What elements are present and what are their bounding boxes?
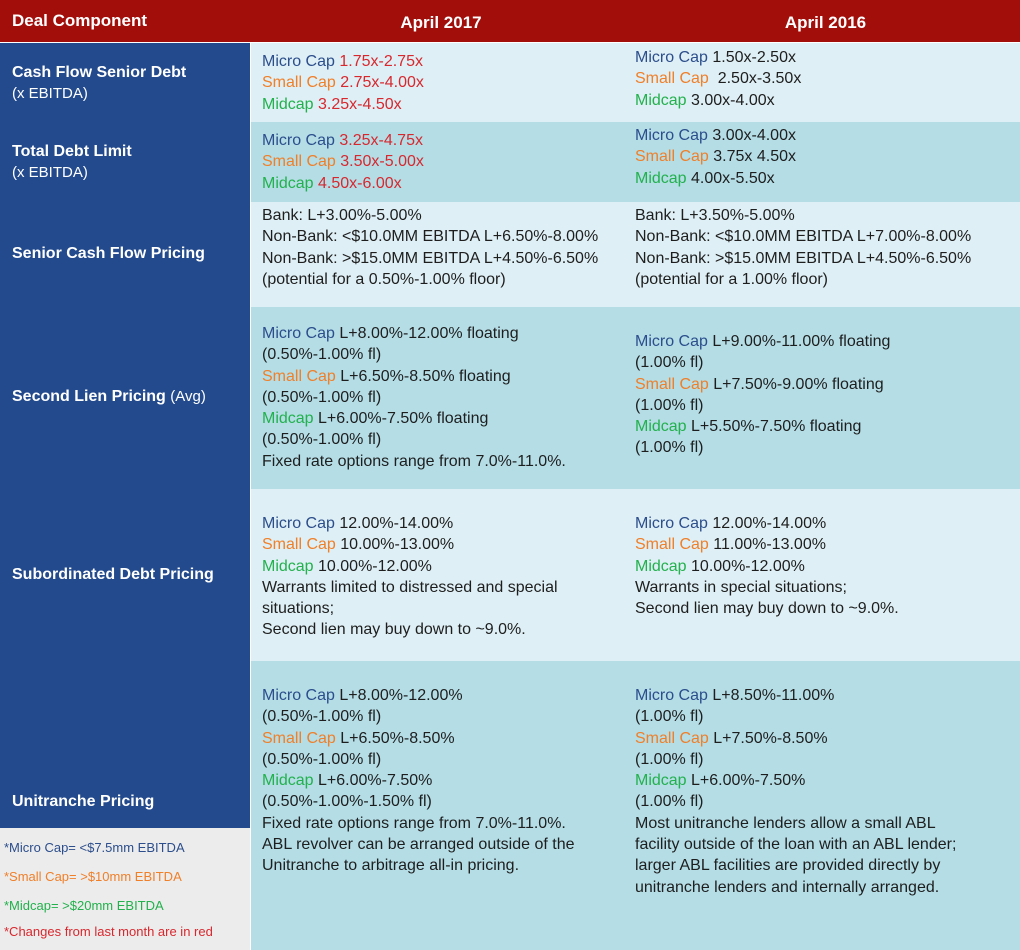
- line-micro: [262, 513, 631, 534]
- small-cap-value: 2.50x-3.50x: [717, 70, 802, 88]
- micro-cap-value: L+8.00%-12.00%: [339, 687, 463, 704]
- small-cap-label: Small Cap: [262, 153, 336, 171]
- small-cap-label: Small Cap: [635, 148, 709, 166]
- midcap-label: Midcap: [262, 557, 314, 575]
- cell-unitranche-2017: [251, 661, 631, 950]
- floor-line: (0.50%-1.00% fl): [262, 750, 382, 768]
- pricing-line: Non-Bank: >$15.0MM EBITDA L+4.50%-6.50%: [262, 249, 599, 267]
- note-line: larger ABL facilities are provided directly by: [635, 857, 941, 875]
- line-mid: [262, 770, 631, 791]
- midcap-label: Midcap: [635, 772, 687, 790]
- cell-total-debt-2017: [251, 122, 631, 202]
- midcap-label: Midcap: [635, 557, 687, 575]
- floor-line: (1.00% fl): [635, 354, 704, 372]
- cell-subordinated-2016: [631, 489, 1020, 661]
- line-micro: [262, 130, 631, 151]
- micro-cap-value: L+9.00%-11.00% floating: [712, 333, 891, 350]
- line-mid: [262, 556, 631, 577]
- cell-total-debt-2016: [631, 122, 1020, 202]
- cell-subordinated-2017: [251, 489, 631, 661]
- pricing-line: (potential for a 1.00% floor): [635, 270, 828, 288]
- line-mid: [635, 556, 1020, 577]
- midcap-value: 10.00%-12.00%: [318, 557, 432, 575]
- cell-cash-flow-2016: [631, 43, 1020, 122]
- cell-cash-flow-2017: [251, 43, 631, 122]
- line-small: [262, 151, 631, 172]
- midcap-label: Midcap: [635, 169, 687, 187]
- midcap-value: L+5.50%-7.50% floating: [691, 418, 862, 436]
- label-suffix: (Avg): [170, 388, 206, 405]
- line-micro: [262, 323, 631, 344]
- line-mid: [262, 94, 631, 115]
- note-line: Most unitranche lenders allow a small ABL: [635, 814, 936, 832]
- small-cap-label: Small Cap: [262, 729, 336, 747]
- header-april-2016: April 2016: [784, 13, 867, 32]
- line-small: [635, 728, 1020, 749]
- line-micro: [635, 513, 1020, 534]
- micro-cap-value: 1.75x-2.75x: [339, 53, 423, 70]
- note-line: Fixed rate options range from 7.0%-11.0%.: [262, 452, 566, 470]
- micro-cap-label: Micro Cap: [635, 687, 708, 704]
- micro-cap-label: Micro Cap: [262, 325, 335, 342]
- header-deal-component: Deal Component: [12, 11, 148, 30]
- label-main: Second Lien Pricing: [12, 388, 166, 405]
- line-micro: [262, 685, 631, 706]
- cell-senior-pricing-2017: [251, 202, 631, 307]
- label-text: [12, 388, 206, 406]
- table-header: [0, 0, 1020, 42]
- small-cap-label: Small Cap: [262, 367, 336, 385]
- line-mid: [635, 90, 1020, 111]
- micro-cap-value: 12.00%-14.00%: [712, 515, 827, 532]
- line-mid: [635, 168, 1020, 189]
- floor-line: (1.00% fl): [635, 396, 704, 414]
- footnote-micro-cap: *Micro Cap= <$7.5mm EBITDA: [4, 840, 185, 855]
- midcap-label: Midcap: [262, 95, 314, 113]
- note-line: Warrants limited to distressed and special: [262, 578, 558, 596]
- floor-line: (0.50%-1.00% fl): [262, 388, 382, 406]
- line-micro: [635, 47, 1020, 68]
- line-micro: [262, 51, 631, 72]
- cell-senior-pricing-2016: [631, 202, 1020, 307]
- small-cap-value: 10.00%-13.00%: [340, 536, 455, 554]
- midcap-value: 3.25x-4.50x: [318, 95, 402, 113]
- small-cap-label: Small Cap: [635, 536, 709, 554]
- line-small: [635, 534, 1020, 555]
- label-unitranche-pricing: [0, 661, 250, 828]
- small-cap-label: Small Cap: [635, 729, 709, 747]
- footnote-small-cap: *Small Cap= >$10mm EBITDA: [4, 869, 182, 884]
- label-subtext: (x EBITDA): [12, 164, 88, 181]
- note-line: ABL revolver can be arranged outside of the: [262, 836, 575, 854]
- line-small: [262, 72, 631, 93]
- micro-cap-label: Micro Cap: [262, 53, 335, 70]
- micro-cap-value: 3.00x-4.00x: [712, 127, 796, 144]
- line-small: [635, 146, 1020, 167]
- note-line: unitranche lenders and internally arranged.: [635, 878, 940, 896]
- line-micro: [635, 331, 1020, 352]
- line-mid: [262, 408, 631, 429]
- pricing-line: Bank: L+3.00%-5.00%: [262, 207, 422, 224]
- small-cap-value: 2.75x-4.00x: [340, 74, 424, 92]
- small-cap-label: Small Cap: [262, 74, 336, 92]
- small-cap-label: Small Cap: [635, 375, 709, 393]
- small-cap-value: 11.00%-13.00%: [713, 536, 826, 554]
- midcap-value: 4.50x-6.00x: [318, 174, 402, 192]
- floor-line: (0.50%-1.00% fl): [262, 431, 382, 449]
- midcap-value: 10.00%-12.00%: [691, 557, 805, 575]
- floor-line: (0.50%-1.00%-1.50% fl): [262, 793, 432, 811]
- footnote-changes: *Changes from last month are in red: [4, 924, 213, 939]
- label-cash-flow-senior-debt: [0, 43, 250, 122]
- note-line: Fixed rate options range from 7.0%-11.0%.: [262, 814, 566, 832]
- midcap-value: L+6.00%-7.50% floating: [318, 410, 489, 428]
- midcap-value: L+6.00%-7.50%: [691, 772, 806, 790]
- label-text: Unitranche Pricing: [12, 793, 155, 810]
- micro-cap-value: 12.00%-14.00%: [339, 515, 454, 532]
- midcap-label: Midcap: [262, 410, 314, 428]
- small-cap-value: 3.50x-5.00x: [340, 153, 424, 171]
- floor-line: (1.00% fl): [635, 708, 704, 726]
- micro-cap-label: Micro Cap: [635, 333, 708, 350]
- label-senior-cash-flow-pricing: [0, 202, 250, 307]
- cell-second-lien-2016: [631, 307, 1020, 489]
- small-cap-value: 3.75x 4.50x: [713, 148, 796, 166]
- pricing-line: Non-Bank: <$10.0MM EBITDA L+7.00%-8.00%: [635, 228, 972, 246]
- floor-line: (0.50%-1.00% fl): [262, 708, 382, 726]
- small-cap-label: Small Cap: [635, 70, 709, 88]
- label-second-lien-pricing: [0, 307, 250, 489]
- note-line: Unitranche to arbitrage all-in pricing.: [262, 857, 520, 875]
- micro-cap-label: Micro Cap: [635, 127, 708, 144]
- micro-cap-label: Micro Cap: [635, 515, 708, 532]
- label-total-debt-limit: [0, 122, 250, 202]
- note-line: situations;: [262, 600, 335, 618]
- note-line: Warrants in special situations;: [635, 578, 847, 596]
- midcap-value: 3.00x-4.00x: [691, 91, 775, 109]
- label-subtext: (x EBITDA): [12, 85, 88, 102]
- midcap-value: 4.00x-5.50x: [691, 169, 775, 187]
- small-cap-value: L+7.50%-8.50%: [713, 729, 828, 747]
- label-text: Subordinated Debt Pricing: [12, 566, 214, 583]
- line-small: [635, 374, 1020, 395]
- note-line: Second lien may buy down to ~9.0%.: [635, 600, 899, 618]
- pricing-line: (potential for a 0.50%-1.00% floor): [262, 270, 506, 288]
- midcap-label: Midcap: [262, 174, 314, 192]
- midcap-value: L+6.00%-7.50%: [318, 772, 433, 790]
- midcap-label: Midcap: [635, 418, 687, 436]
- line-small: [262, 534, 631, 555]
- pricing-line: Bank: L+3.50%-5.00%: [635, 207, 795, 224]
- midcap-label: Midcap: [262, 772, 314, 790]
- floor-line: (1.00% fl): [635, 750, 704, 768]
- line-mid: [262, 173, 631, 194]
- micro-cap-label: Micro Cap: [262, 132, 335, 149]
- label-subordinated-debt-pricing: [0, 489, 250, 661]
- pricing-line: Non-Bank: >$15.0MM EBITDA L+4.50%-6.50%: [635, 249, 972, 267]
- small-cap-value: L+6.50%-8.50% floating: [340, 367, 511, 385]
- line-small: [635, 68, 1020, 89]
- small-cap-label: Small Cap: [262, 536, 336, 554]
- micro-cap-label: Micro Cap: [262, 687, 335, 704]
- note-line: facility outside of the loan with an ABL lender;: [635, 836, 957, 854]
- line-small: [262, 728, 631, 749]
- header-april-2017: April 2017: [400, 13, 482, 32]
- label-text: Senior Cash Flow Pricing: [12, 245, 205, 262]
- label-text: Total Debt Limit: [12, 143, 132, 160]
- line-micro: [635, 685, 1020, 706]
- micro-cap-value: L+8.50%-11.00%: [712, 687, 835, 704]
- micro-cap-value: L+8.00%-12.00% floating: [339, 325, 519, 342]
- small-cap-value: L+7.50%-9.00% floating: [713, 375, 884, 393]
- cell-unitranche-2016: [631, 661, 1020, 950]
- footnote-midcap: *Midcap= >$20mm EBITDA: [4, 898, 164, 913]
- micro-cap-label: Micro Cap: [635, 49, 708, 66]
- small-cap-value: L+6.50%-8.50%: [340, 729, 455, 747]
- line-small: [262, 366, 631, 387]
- floor-line: (0.50%-1.00% fl): [262, 346, 382, 364]
- line-mid: [635, 416, 1020, 437]
- note-line: Second lien may buy down to ~9.0%.: [262, 621, 526, 639]
- line-mid: [635, 770, 1020, 791]
- floor-line: (1.00% fl): [635, 793, 704, 811]
- cell-second-lien-2017: [251, 307, 631, 489]
- floor-line: (1.00% fl): [635, 439, 704, 457]
- footnotes: [0, 828, 250, 950]
- label-text: Cash Flow Senior Debt: [12, 64, 187, 81]
- midcap-label: Midcap: [635, 91, 687, 109]
- line-micro: [635, 125, 1020, 146]
- pricing-line: Non-Bank: <$10.0MM EBITDA L+6.50%-8.00%: [262, 228, 599, 246]
- micro-cap-value: 1.50x-2.50x: [712, 49, 796, 66]
- micro-cap-label: Micro Cap: [262, 515, 335, 532]
- micro-cap-value: 3.25x-4.75x: [339, 132, 423, 149]
